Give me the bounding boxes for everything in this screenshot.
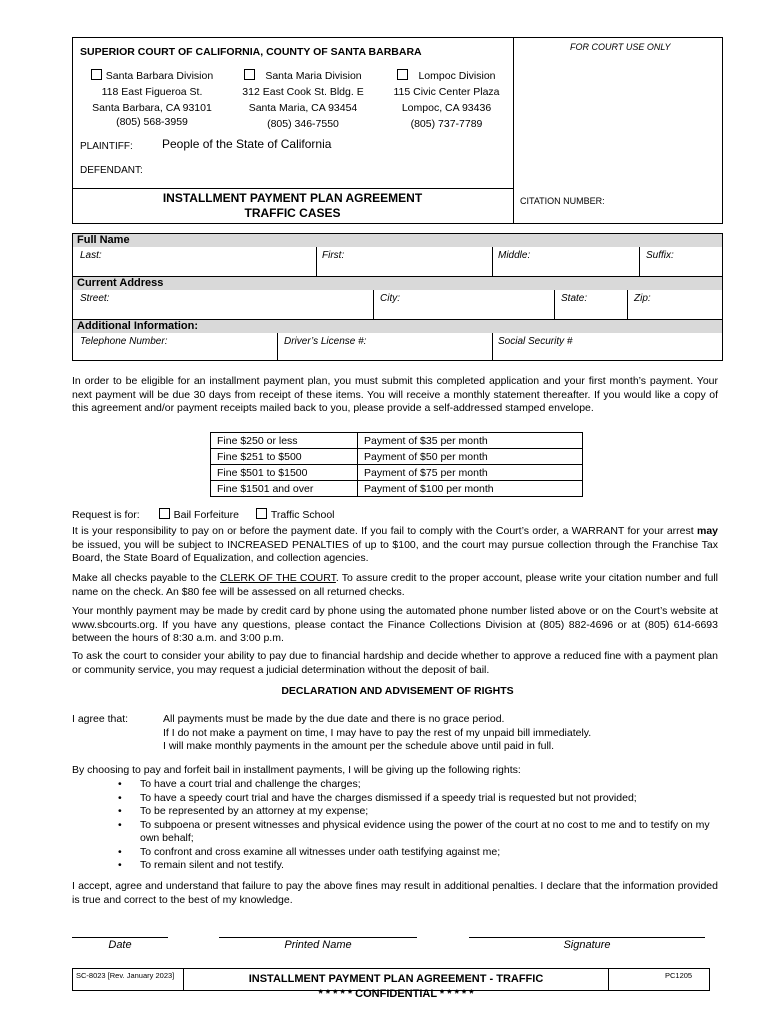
form-title [72, 191, 513, 221]
division-phone: (805) 568-3959 [116, 116, 188, 128]
payment-cell: Payment of $100 per month [358, 481, 583, 497]
request-row [72, 508, 335, 521]
caption-divider [513, 37, 514, 224]
division-phone: (805) 346-7550 [267, 118, 339, 130]
fine-cell: Fine $1501 and over [211, 481, 358, 497]
telephone-field[interactable]: Telephone Number: [80, 336, 168, 347]
divider [373, 290, 374, 319]
hardship-paragraph: To ask the court to consider your ability to pay due to financial hardship and decide whether to approve a reduced fine with a payment plan or community service, you may request a judicial determination without the deposit of bail. [72, 650, 718, 676]
court-use-label: FOR COURT USE ONLY [570, 42, 671, 52]
agree-line: All payments must be made by the due date and there is no grace period. [163, 713, 505, 725]
list-item: • To be represented by an attorney at my expense; [110, 805, 710, 819]
divider [277, 333, 278, 361]
division-city: Lompoc, CA 93436 [401, 102, 492, 114]
traffic-school-checkbox[interactable] [256, 508, 267, 519]
plaintiff-value: People of the State of California [162, 137, 332, 151]
agree-line: If I do not make a payment on time, I may have to pay the rest of my unpaid bill immediately. [163, 726, 592, 739]
payment-cell: Payment of $75 per month [358, 465, 583, 481]
warning-emphasis: may [696, 525, 718, 537]
rights-list [110, 778, 710, 873]
request-label: Request is for: [72, 509, 140, 521]
division-santa-maria [228, 68, 378, 132]
list-item: • To have a speedy court trial and have the charges dismissed if a speedy trial is requested but not provided; [110, 792, 710, 806]
suffix-field[interactable]: Suffix: [646, 250, 674, 261]
division-city: Santa Maria, CA 93454 [248, 102, 358, 114]
form-title-line-1: INSTALLMENT PAYMENT PLAN AGREEMENT [162, 191, 423, 205]
signature-label: Signature [563, 939, 611, 951]
division-street: 115 Civic Center Plaza [393, 86, 500, 98]
santa-maria-checkbox[interactable] [244, 69, 255, 80]
signature-line[interactable] [469, 937, 705, 938]
additional-info-title: Additional Information: [73, 320, 722, 333]
divider [492, 333, 493, 361]
street-field[interactable]: Street: [80, 293, 110, 304]
divider [316, 247, 317, 276]
form-number: SC-8023 [Rev. January 2023] [76, 971, 175, 980]
rights-intro: By choosing to pay and forfeit bail in installment payments, I will be giving up the following rights: [72, 764, 521, 776]
list-item: • To subpoena or present witnesses and physical evidence using the power of the court at no cost to me and to testify on my own behalf; [110, 819, 710, 846]
divider [554, 290, 555, 319]
caption-title-top-line [72, 188, 514, 189]
fine-cell: Fine $251 to $500 [211, 449, 358, 465]
court-name: SUPERIOR COURT OF CALIFORNIA, COUNTY OF SANTA BARBARA [80, 46, 422, 58]
table-row [211, 465, 583, 481]
divider [608, 968, 609, 991]
table-row [211, 449, 583, 465]
division-santa-barbara [82, 68, 222, 130]
division-phone: (805) 737-7789 [410, 118, 483, 130]
division-lompoc [384, 68, 509, 132]
divider [639, 247, 640, 276]
fee-schedule-table [210, 432, 583, 497]
plaintiff-label: PLAINTIFF: [80, 141, 133, 152]
agree-line: I will make monthly payments in the amount per the schedule above until paid in full. [163, 740, 555, 752]
fine-cell: Fine $501 to $1500 [211, 465, 358, 481]
division-street: 312 East Cook St. Bldg. E [242, 86, 364, 98]
lompoc-checkbox[interactable] [397, 69, 408, 80]
division-city: Santa Barbara, CA 93101 [92, 102, 212, 114]
warning-text: It is your responsibility to pay on or before the payment date. If you fail to comply with the Court’s order, a WARRANT for your arrest [72, 525, 697, 537]
table-row [211, 481, 583, 497]
intro-paragraph: In order to be eligible for an installment payment plan, you must submit this completed application and your first month’s payment. Your next payment will be due 30 days from receipt of these items. You will receive a monthly statement thereafter. If you would like a copy of this agreement and/or payment receipts mailed back to you, please provide a self-addressed stamped envelope. [72, 375, 718, 414]
list-item: • To have a court trial and challenge the charges; [110, 778, 710, 792]
pc-code: PC1205 [665, 971, 693, 980]
payment-phone-paragraph: Your monthly payment may be made by credit card by phone using the automated phone number listed above or on the Court’s website at www.sbcourts.org. If you have any questions, please contact the Finance Collections Division at (805) 882-4696 or at (805) 614-6693 between the hours of 8:30 a.m. and 3:00 p.m. [72, 605, 718, 644]
division-name: Santa Barbara Division [105, 70, 214, 82]
fine-cell: Fine $250 or less [211, 433, 358, 449]
santa-barbara-checkbox[interactable] [91, 69, 102, 80]
warning-text: be issued, you will be subject to INCREASED PENALTIES of up to $100, and the court may pursue collection through the Franchise Tax Board, the State Board of Equalization, and collection agencies. [72, 538, 718, 564]
list-item: • To remain silent and not testify. [110, 859, 710, 873]
checks-text: . To assure credit to the proper account, please write your citation number and full name on the check. An $80 fee will be assessed on all returned checks. [72, 572, 718, 598]
table-row [211, 433, 583, 449]
traffic-school-label: Traffic School [270, 509, 335, 521]
bail-forfeiture-checkbox[interactable] [159, 508, 170, 519]
defendant-label: DEFENDANT: [80, 165, 143, 176]
agree-label: I agree that: [72, 713, 129, 725]
footer-title: INSTALLMENT PAYMENT PLAN AGREEMENT - TRAFFIC [248, 973, 544, 985]
printed-name-line[interactable] [219, 937, 417, 938]
division-name: Santa Maria Division [265, 70, 362, 82]
current-address-title: Current Address [73, 277, 722, 290]
divider [492, 247, 493, 276]
payment-cell: Payment of $50 per month [358, 449, 583, 465]
clerk-of-court: CLERK OF THE COURT [220, 572, 336, 584]
division-street: 118 East Figueroa St. [101, 86, 203, 98]
date-label: Date [108, 939, 132, 951]
closing-statement: I accept, agree and understand that failure to pay the above fines may result in additional penalties. I declare that the information provided is true and correct to the best of my knowledge. [72, 880, 718, 906]
first-name-field[interactable]: First: [322, 250, 345, 261]
zip-field[interactable]: Zip: [634, 293, 651, 304]
division-name: Lompoc Division [418, 70, 496, 82]
printed-name-label: Printed Name [284, 939, 352, 951]
list-item: • To confront and cross examine all witnesses under oath testifying against me; [110, 846, 710, 860]
form-title-line-2: TRAFFIC CASES [244, 206, 341, 220]
state-field[interactable]: State: [561, 293, 588, 304]
payment-cell: Payment of $35 per month [358, 433, 583, 449]
last-name-field[interactable]: Last: [80, 250, 102, 261]
warning-paragraph [72, 525, 718, 566]
citation-number-label: CITATION NUMBER: [520, 196, 605, 206]
drivers-license-field[interactable]: Driver’s License #: [284, 336, 367, 347]
confidential-label: * * * * * CONFIDENTIAL * * * * * [318, 988, 474, 1000]
full-name-title: Full Name [73, 234, 722, 247]
declaration-title: DECLARATION AND ADVISEMENT OF RIGHTS [281, 685, 514, 697]
checks-paragraph [72, 572, 718, 599]
checks-text: Make all checks payable to the [72, 572, 220, 584]
social-security-field[interactable]: Social Security # [498, 336, 573, 347]
divider [627, 290, 628, 319]
city-field[interactable]: City: [380, 293, 400, 304]
agree-list [163, 713, 591, 754]
date-line[interactable] [72, 937, 168, 938]
middle-name-field[interactable]: Middle: [498, 250, 531, 261]
bail-forfeiture-label: Bail Forfeiture [173, 509, 239, 521]
